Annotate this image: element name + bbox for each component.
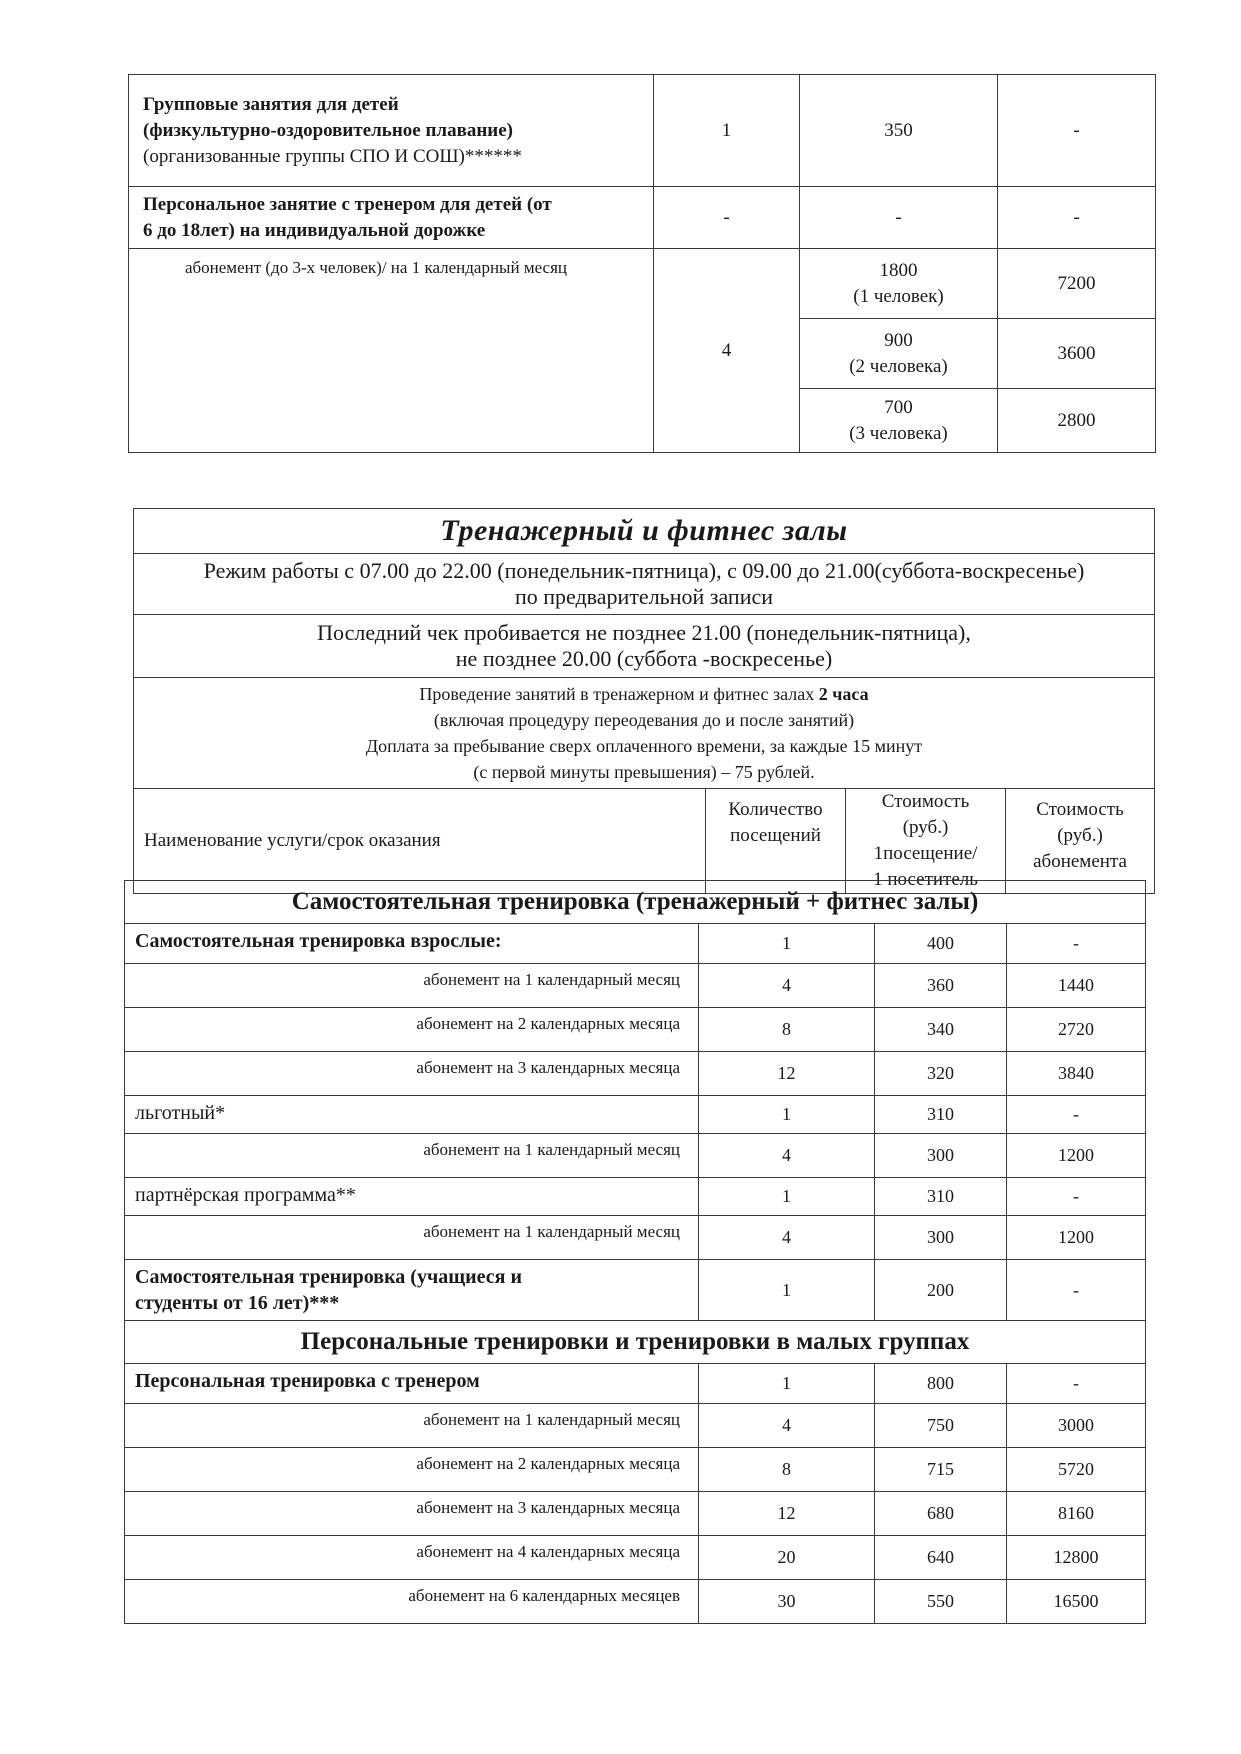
- price-cell: 200: [875, 1260, 1007, 1321]
- people-count: (1 человек): [853, 285, 944, 307]
- visits-cell: 1: [654, 75, 800, 187]
- service-name: Групповые занятия для детей: [143, 93, 399, 115]
- price-cell: 400: [875, 924, 1007, 964]
- abonement-name-cell: абонемент (до 3-х человек)/ на 1 календарный месяц: [129, 249, 654, 453]
- abonement-cell: 7200: [998, 249, 1156, 319]
- last-check-text: Последний чек пробивается не позднее 21.00 (понедельник-пятница),: [317, 620, 971, 645]
- header-text: абонемента: [1033, 851, 1127, 872]
- header-text: 1посещение/: [873, 843, 978, 864]
- table-row: [125, 1536, 1146, 1580]
- visits-cell: 4: [699, 1404, 875, 1448]
- price-cell: [800, 319, 998, 389]
- section-title: Персональные тренировки и тренировки в малых группах: [125, 1321, 1146, 1364]
- header-text: посещений: [730, 825, 821, 846]
- service-name: 6 до 18лет) на индивидуальной дорожке: [143, 219, 486, 241]
- abonement-cell: 1200: [1007, 1134, 1146, 1178]
- people-count: (3 человека): [849, 422, 948, 444]
- gym-info-table: [133, 508, 1155, 894]
- abonement-cell: 5720: [1007, 1448, 1146, 1492]
- abonement-cell: 3000: [1007, 1404, 1146, 1448]
- section-title: Тренажерный и фитнес залы: [134, 509, 1155, 554]
- duration-cell: [134, 678, 1155, 789]
- table-row: [125, 1008, 1146, 1052]
- visits-cell: 4: [699, 1216, 875, 1260]
- visits-cell: 4: [699, 964, 875, 1008]
- section-header-row: [125, 881, 1146, 924]
- visits-cell: 30: [699, 1580, 875, 1624]
- table-row: [134, 509, 1155, 554]
- section-title: Самостоятельная тренировка (тренажерный + фитнес залы): [125, 881, 1146, 924]
- gym-price-table: [124, 880, 1146, 1624]
- schedule-cell: [134, 554, 1155, 615]
- visits-cell: 4: [654, 249, 800, 453]
- last-check-text: не позднее 20.00 (суббота -воскресенье): [455, 646, 833, 671]
- surcharge-text: Доплата за пребывание сверх оплаченного времени, за каждые 15 минут: [365, 736, 923, 756]
- price-cell: [800, 389, 998, 453]
- abonement-cell: 16500: [1007, 1580, 1146, 1624]
- abonement-cell: 1200: [1007, 1216, 1146, 1260]
- service-name-cell: партнёрская программа**: [125, 1178, 699, 1216]
- table-row: [129, 187, 1156, 249]
- abonement-cell: 3840: [1007, 1052, 1146, 1096]
- duration-text: [138, 681, 1150, 707]
- schedule-note: по предварительной записи: [514, 584, 774, 609]
- duration-note: (включая процедуру переодевания до и после занятий): [433, 710, 855, 730]
- price-cell: 360: [875, 964, 1007, 1008]
- header-visits: [706, 789, 846, 894]
- abonement-cell: -: [1007, 924, 1146, 964]
- price-value: 1800: [879, 259, 918, 281]
- price-table-body: [125, 881, 1146, 1624]
- visits-cell: 1: [699, 1096, 875, 1134]
- service-name: Персональное занятие с тренером для детей (от: [143, 193, 552, 215]
- visits-cell: 4: [699, 1134, 875, 1178]
- visits-cell: 1: [699, 924, 875, 964]
- surcharge-note: (с первой минуты превышения) – 75 рублей.: [473, 762, 815, 782]
- header-name: Наименование услуги/срок оказания: [134, 789, 706, 894]
- service-name-cell: абонемент на 4 календарных месяца: [125, 1536, 699, 1580]
- visits-cell: -: [654, 187, 800, 249]
- service-name-cell: абонемент на 1 календарный месяц: [125, 1216, 699, 1260]
- table-row: [125, 1134, 1146, 1178]
- abonement-cell: 2800: [998, 389, 1156, 453]
- service-name-cell: абонемент на 3 календарных месяца: [125, 1052, 699, 1096]
- service-name-cell: абонемент на 2 календарных месяца: [125, 1448, 699, 1492]
- price-value: 900: [884, 329, 913, 351]
- price-cell: 300: [875, 1216, 1007, 1260]
- price-cell: 640: [875, 1536, 1007, 1580]
- abonement-cell: 3600: [998, 319, 1156, 389]
- visits-cell: 1: [699, 1260, 875, 1321]
- table-row: [125, 964, 1146, 1008]
- visits-cell: 20: [699, 1536, 875, 1580]
- table-row: [134, 615, 1155, 678]
- service-name-cell: абонемент на 3 календарных месяца: [125, 1492, 699, 1536]
- service-name-cell: абонемент на 1 календарный месяц: [125, 964, 699, 1008]
- price-cell: 310: [875, 1096, 1007, 1134]
- header-text: (руб.): [1057, 825, 1103, 846]
- abonement-cell: -: [1007, 1364, 1146, 1404]
- service-name: Самостоятельная тренировка (учащиеся и: [135, 1266, 522, 1288]
- visits-cell: 1: [699, 1364, 875, 1404]
- table-row: [129, 75, 1156, 187]
- service-name-cell: абонемент на 2 календарных месяца: [125, 1008, 699, 1052]
- table-row: [134, 554, 1155, 615]
- header-text: Стоимость: [881, 791, 970, 812]
- table-row: [125, 1216, 1146, 1260]
- service-name-cell: Самостоятельная тренировка взрослые:: [125, 924, 699, 964]
- service-name-cell: [129, 187, 654, 249]
- service-note: (организованные группы СПО И СОШ)******: [143, 145, 522, 167]
- price-value: 700: [884, 396, 913, 418]
- table-row: [125, 1260, 1146, 1321]
- visits-cell: 12: [699, 1052, 875, 1096]
- price-cell: 310: [875, 1178, 1007, 1216]
- table-row: [129, 249, 1156, 319]
- service-name-cell: льготный*: [125, 1096, 699, 1134]
- abonement-cell: -: [998, 75, 1156, 187]
- header-abonement: [1006, 789, 1155, 894]
- abonement-cell: -: [1007, 1260, 1146, 1321]
- abonement-cell: 8160: [1007, 1492, 1146, 1536]
- service-name-cell: абонемент на 1 календарный месяц: [125, 1134, 699, 1178]
- abonement-cell: 2720: [1007, 1008, 1146, 1052]
- service-name-cell: Персональная тренировка с тренером: [125, 1364, 699, 1404]
- table-row: [125, 1364, 1146, 1404]
- visits-cell: 8: [699, 1448, 875, 1492]
- table-row: [125, 1178, 1146, 1216]
- schedule-text: Режим работы с 07.00 до 22.00 (понедельник-пятница), с 09.00 до 21.00(суббота-воскресенье): [203, 558, 1085, 583]
- price-cell: 750: [875, 1404, 1007, 1448]
- header-price: [846, 789, 1006, 894]
- table-row: [125, 1492, 1146, 1536]
- abonement-cell: 1440: [1007, 964, 1146, 1008]
- price-cell: 320: [875, 1052, 1007, 1096]
- service-name-cell: [129, 75, 654, 187]
- price-cell: 680: [875, 1492, 1007, 1536]
- header-text: Стоимость: [1036, 799, 1124, 820]
- abonement-cell: 12800: [1007, 1536, 1146, 1580]
- visits-cell: 1: [699, 1178, 875, 1216]
- service-name: (физкультурно-оздоровительное плавание): [143, 119, 513, 141]
- table-row: [125, 1096, 1146, 1134]
- table-row: [125, 1404, 1146, 1448]
- header-text: Количество: [728, 799, 823, 820]
- service-name-cell: [125, 1260, 699, 1321]
- duration-value: 2 часа: [818, 684, 869, 704]
- section-header-row: [125, 1321, 1146, 1364]
- header-text: 1 посетитель: [873, 869, 978, 890]
- people-count: (2 человека): [849, 355, 948, 377]
- price-cell: 300: [875, 1134, 1007, 1178]
- swimming-price-table: [128, 74, 1156, 453]
- duration-label: Проведение занятий в тренажерном и фитнес залах: [419, 684, 819, 704]
- service-name: студенты от 16 лет)***: [135, 1292, 340, 1314]
- table-row: [125, 1052, 1146, 1096]
- abonement-cell: -: [1007, 1178, 1146, 1216]
- table-row: [125, 924, 1146, 964]
- price-cell: 715: [875, 1448, 1007, 1492]
- price-cell: [800, 249, 998, 319]
- last-check-cell: [134, 615, 1155, 678]
- visits-cell: 12: [699, 1492, 875, 1536]
- price-cell: -: [800, 187, 998, 249]
- abonement-cell: -: [1007, 1096, 1146, 1134]
- table-header-row: [134, 789, 1155, 894]
- service-name-cell: абонемент на 1 календарный месяц: [125, 1404, 699, 1448]
- visits-cell: 8: [699, 1008, 875, 1052]
- table-row: [134, 678, 1155, 789]
- price-cell: 550: [875, 1580, 1007, 1624]
- price-cell: 800: [875, 1364, 1007, 1404]
- service-name-cell: абонемент на 6 календарных месяцев: [125, 1580, 699, 1624]
- table-row: [125, 1580, 1146, 1624]
- price-cell: 350: [800, 75, 998, 187]
- header-text: (руб.): [902, 817, 949, 838]
- abonement-cell: -: [998, 187, 1156, 249]
- price-cell: 340: [875, 1008, 1007, 1052]
- table-row: [125, 1448, 1146, 1492]
